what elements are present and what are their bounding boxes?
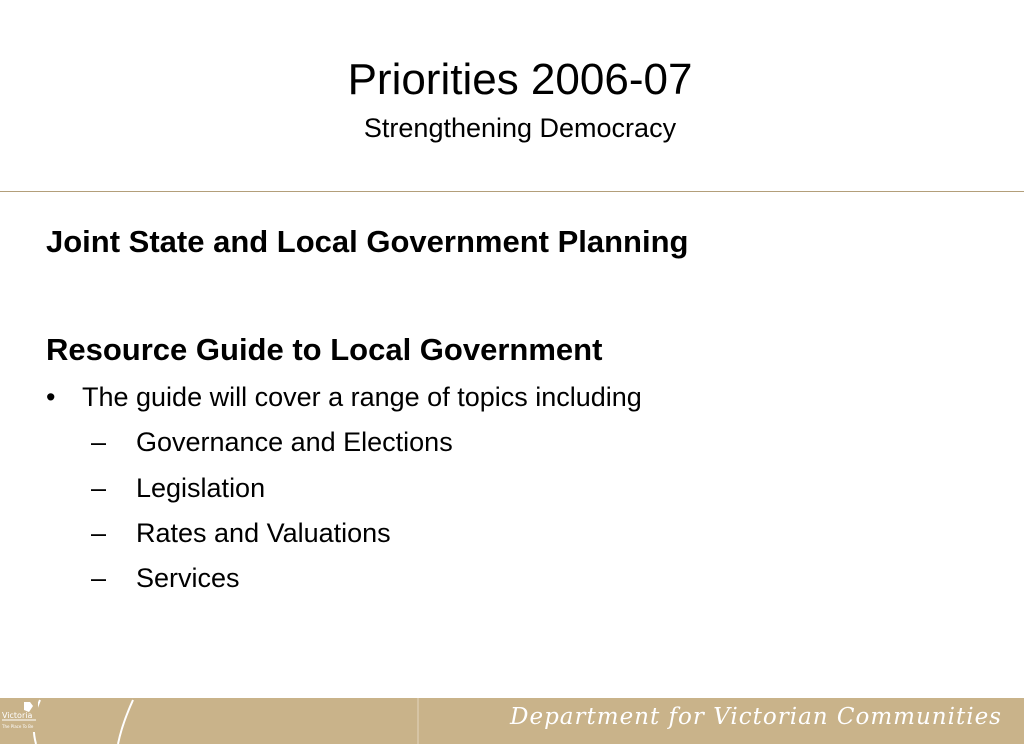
sub-item-text: Governance and Elections — [136, 427, 453, 457]
heading-resource-guide: Resource Guide to Local Government — [46, 332, 603, 367]
logo-word: Victoria — [2, 711, 33, 720]
dash-marker: – — [91, 473, 107, 503]
victoria-logo-icon — [0, 698, 38, 732]
sub-item-text: Services — [136, 563, 240, 593]
footer-band — [0, 698, 1024, 744]
heading-joint-planning: Joint State and Local Government Planning — [46, 224, 689, 259]
sub-item-text: Legislation — [136, 473, 266, 503]
footer-curve-mid — [118, 700, 133, 744]
bullet-text: The guide will cover a range of topics including — [82, 382, 642, 412]
bullet-marker: • — [46, 382, 56, 412]
sub-item-text: Rates and Valuations — [136, 518, 391, 548]
slide-title: Priorities 2006-07 — [347, 55, 693, 104]
department-name: Department for Victorian Communities — [510, 704, 1002, 730]
logo-tagline: The Place To Be — [2, 724, 34, 729]
dash-marker: – — [91, 518, 107, 548]
dash-marker: – — [91, 563, 107, 593]
slide-subtitle: Strengthening Democracy — [363, 113, 677, 143]
dash-marker: – — [91, 427, 107, 457]
